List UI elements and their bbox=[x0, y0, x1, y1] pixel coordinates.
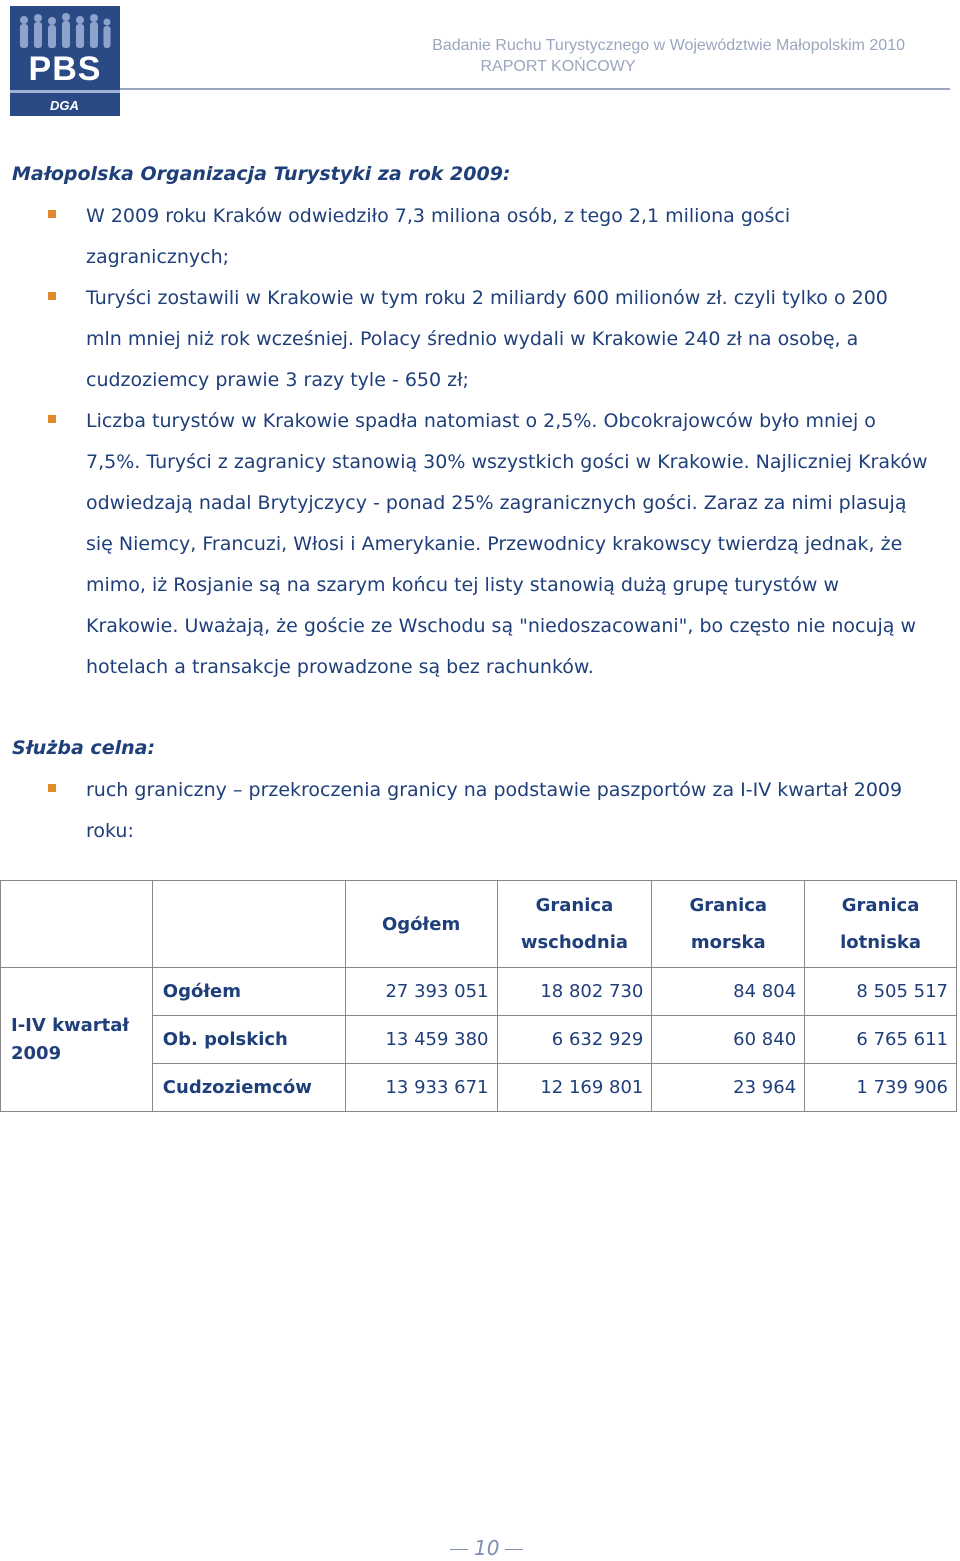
people-silhouettes-icon bbox=[16, 12, 114, 52]
page-number-dash-left bbox=[450, 1549, 468, 1550]
bullet-square-icon bbox=[48, 292, 56, 300]
table-cell: 18 802 730 bbox=[497, 968, 652, 1016]
section-mot-bullet-list bbox=[48, 196, 928, 688]
table-cell: 13 459 380 bbox=[345, 1016, 497, 1064]
table-header-cell: Ogółem bbox=[345, 881, 497, 968]
table-cell: 84 804 bbox=[652, 968, 805, 1016]
table-header-cell: Granica wschodnia bbox=[497, 881, 652, 968]
section-customs-bullet-list bbox=[48, 770, 928, 852]
table-corner-cell bbox=[1, 881, 153, 968]
table-row-label: Ob. polskich bbox=[152, 1016, 345, 1064]
logo-swoosh bbox=[10, 90, 120, 93]
table-cell: 60 840 bbox=[652, 1016, 805, 1064]
bullet-text: Liczba turystów w Krakowie spadła natomiast o 2,5%. Obcokrajowców było mniej o 7,5%. Turyści z zagranicy stanowią 30% wszystkich gości w Krakowie. Najliczniej Kraków odwiedzają nadal Brytyjczycy - ponad 25% zagranicznych gości. Zaraz za nimi plasują się Niemcy, Francuzi, Włosi i Amerykanie. Przewodnicy krakowscy twierdzą jednak, że mimo, iż Rosjanie są na szarym końcu tej listy stanowią dużą grupę turystów w Krakowie. Uważają, że goście ze Wschodu są "niedoszacowani", bo często nie nocują w hotelach a transakcje prowadzone są bez rachunków. bbox=[86, 410, 928, 678]
bullet-text: ruch graniczny – przekroczenia granicy na podstawie paszportów za I-IV kwartał 2009 roku: bbox=[86, 779, 903, 842]
table-header-row bbox=[1, 881, 957, 968]
table-row-label: Ogółem bbox=[152, 968, 345, 1016]
table-cell: 8 505 517 bbox=[805, 968, 957, 1016]
page-number bbox=[444, 1536, 529, 1560]
bullet-square-icon bbox=[48, 415, 56, 423]
list-item bbox=[48, 196, 928, 278]
bullet-square-icon bbox=[48, 784, 56, 792]
table-row bbox=[1, 968, 957, 1016]
list-item bbox=[48, 401, 928, 688]
pbs-logo bbox=[10, 6, 120, 116]
table-cell: 6 765 611 bbox=[805, 1016, 957, 1064]
table-cell: 23 964 bbox=[652, 1064, 805, 1112]
bullet-text: Turyści zostawili w Krakowie w tym roku 2 miliardy 600 milionów zł. czyli tylko o 200 mln mniej niż rok wcześniej. Polacy średnio wydali w Krakowie 240 zł na osobę, a cudzoziemcy prawie 3 razy tyle - 650 zł; bbox=[86, 287, 888, 391]
page-number-dash-right bbox=[505, 1549, 523, 1550]
table-cell: 13 933 671 bbox=[345, 1064, 497, 1112]
table-header-cell: Granica lotniska bbox=[805, 881, 957, 968]
list-item bbox=[48, 770, 928, 852]
table-period-cell: I-IV kwartał 2009 bbox=[1, 968, 153, 1112]
bullet-square-icon bbox=[48, 210, 56, 218]
table-row-label: Cudzoziemców bbox=[152, 1064, 345, 1112]
document-subtitle: RAPORT KOŃCOWY bbox=[480, 58, 636, 75]
border-traffic-table bbox=[0, 880, 957, 1112]
page-number-text: 10 bbox=[474, 1536, 500, 1560]
logo-sub-text: DGA bbox=[50, 98, 79, 113]
header-divider bbox=[120, 88, 950, 90]
table-header-cell: Granica morska bbox=[652, 881, 805, 968]
table-cell: 6 632 929 bbox=[497, 1016, 652, 1064]
table-cell: 12 169 801 bbox=[497, 1064, 652, 1112]
document-title: Badanie Ruchu Turystycznego w Województwie Małopolskim 2010 bbox=[432, 37, 905, 54]
table-cell: 27 393 051 bbox=[345, 968, 497, 1016]
list-item bbox=[48, 278, 928, 401]
logo-text: PBS bbox=[28, 50, 102, 88]
section-title-mot: Małopolska Organizacja Turystyki za rok 2009: bbox=[12, 163, 511, 185]
table-corner-cell bbox=[152, 881, 345, 968]
bullet-text: W 2009 roku Kraków odwiedziło 7,3 miliona osób, z tego 2,1 miliona gości zagranicznych; bbox=[86, 205, 791, 268]
table-cell: 1 739 906 bbox=[805, 1064, 957, 1112]
section-title-customs: Służba celna: bbox=[12, 737, 156, 759]
